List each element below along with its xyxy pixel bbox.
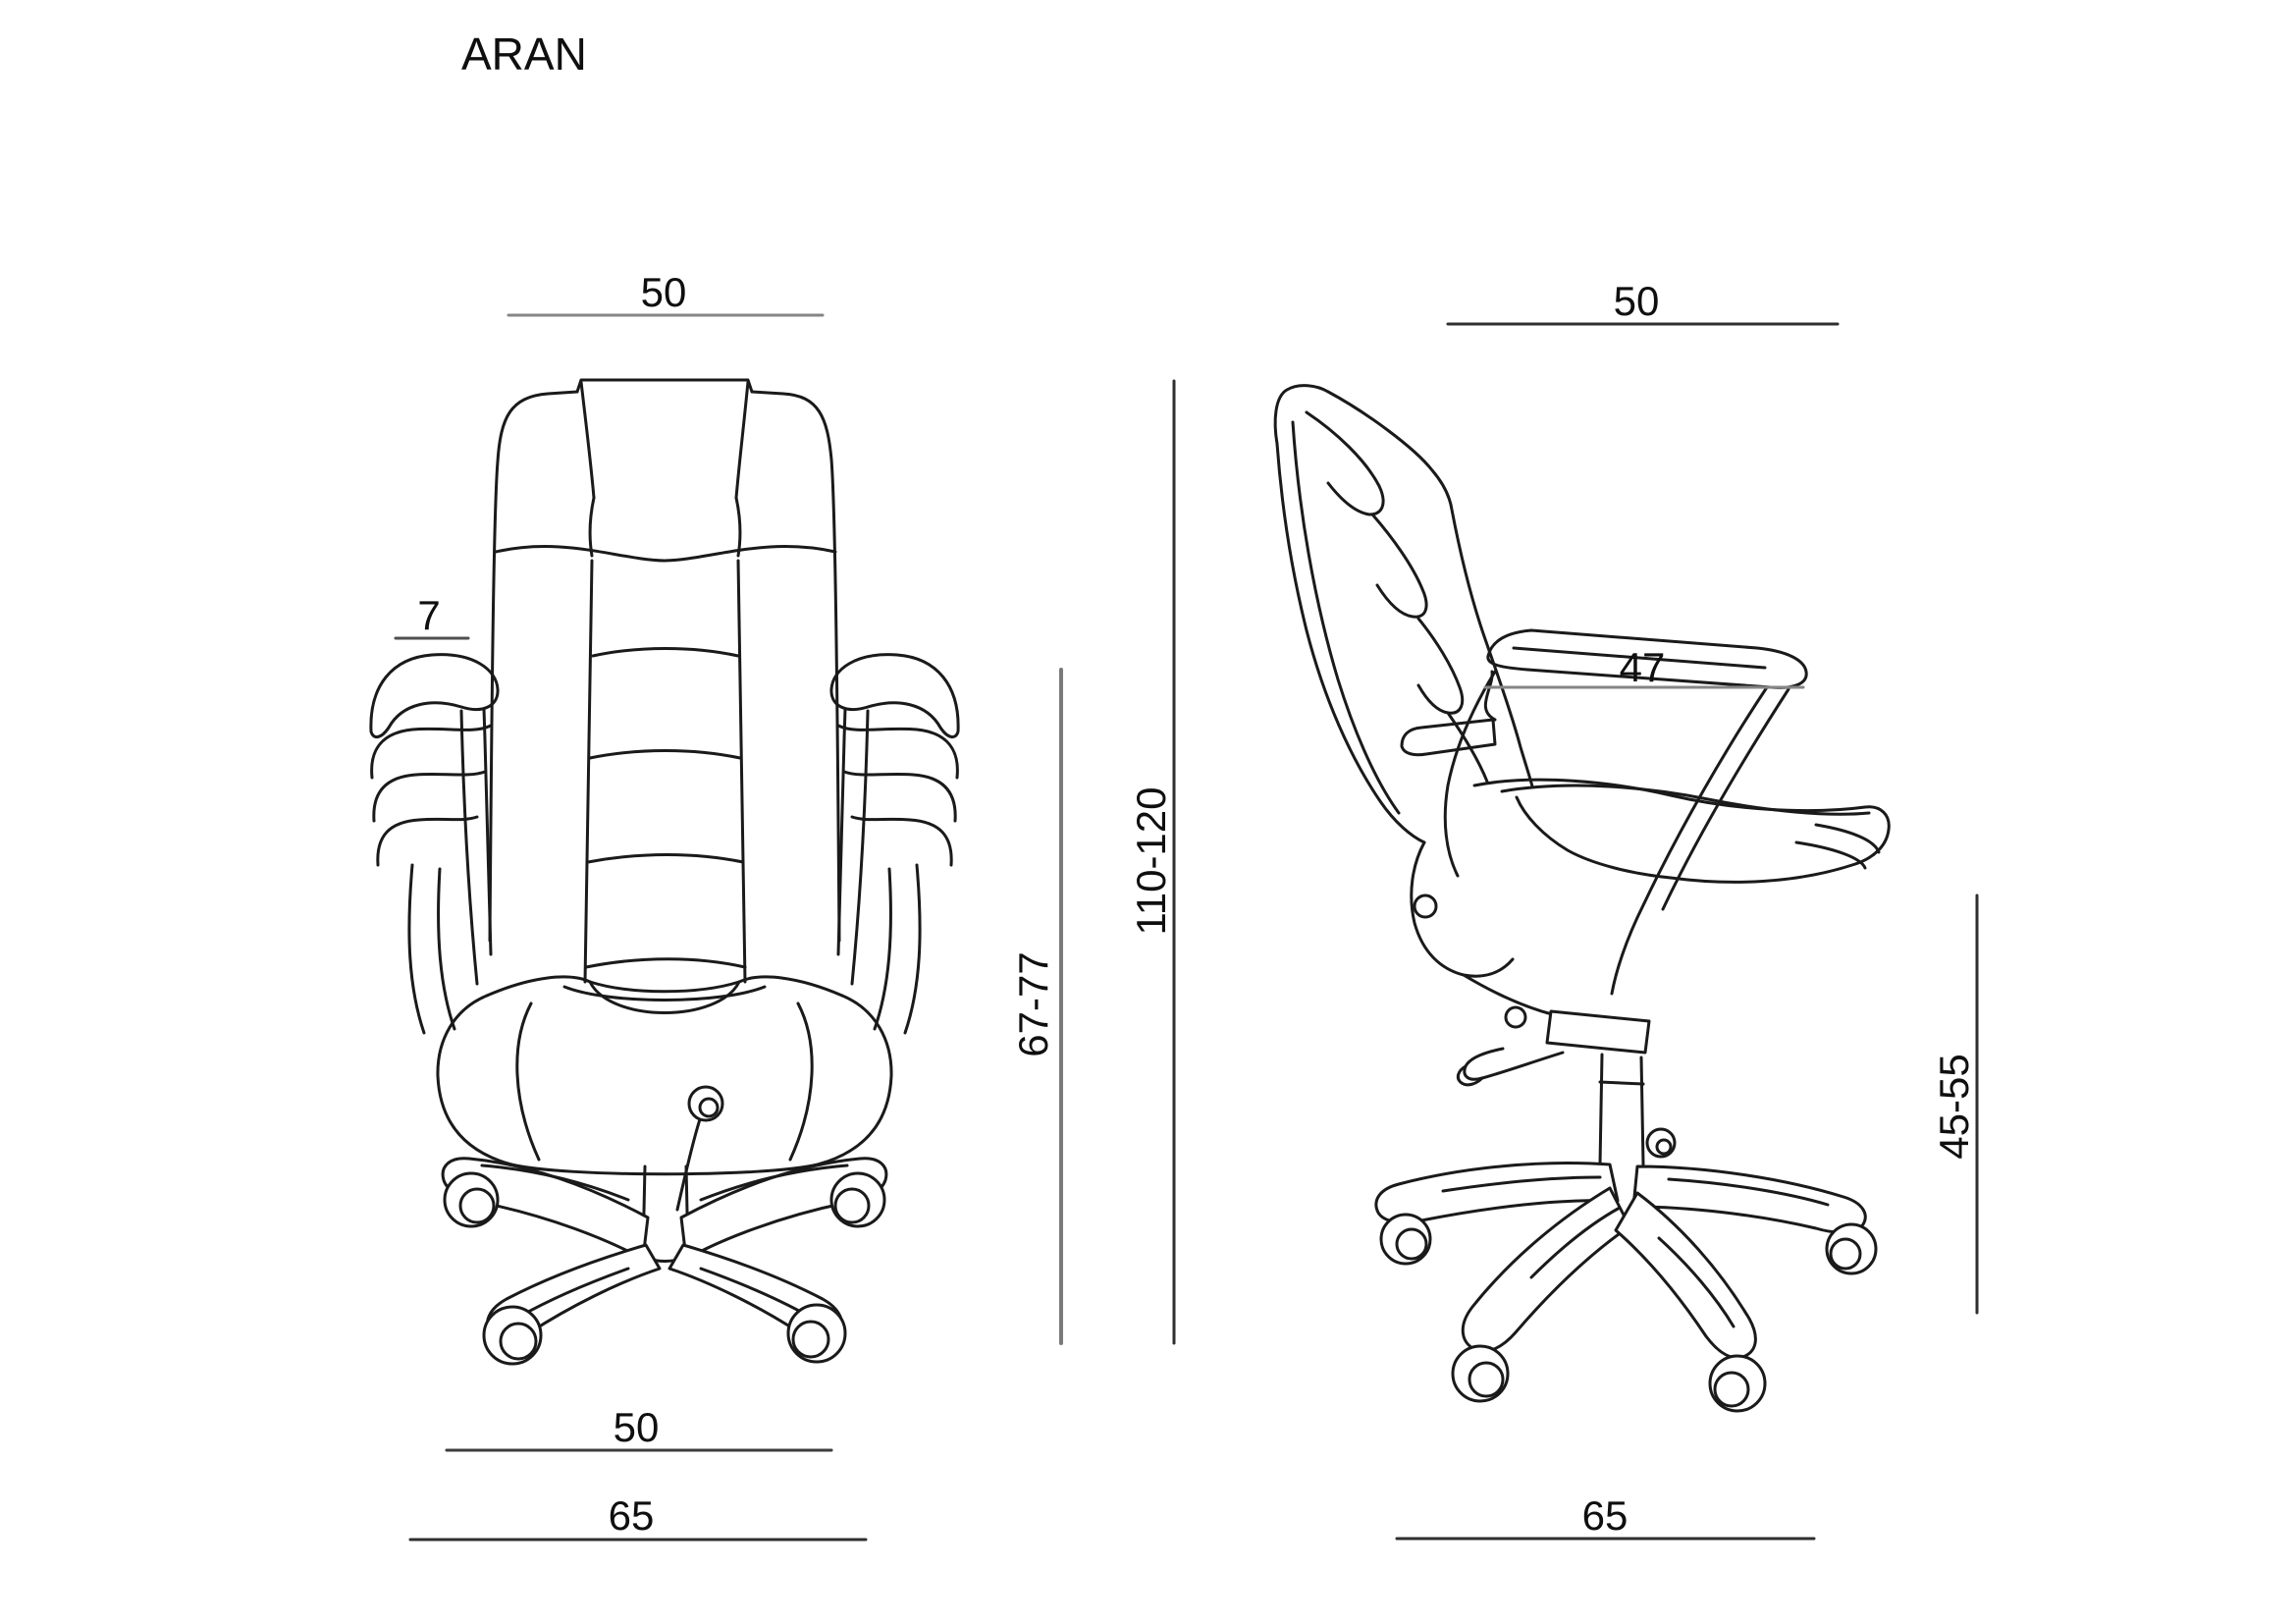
dim-label-front-base-width: 65	[608, 1492, 655, 1539]
front-view-drawing	[371, 380, 958, 1364]
side-view-drawing	[1275, 386, 1889, 1411]
dim-label-side-top-width: 50	[1613, 278, 1660, 324]
dim-label-seat-width: 50	[613, 1404, 660, 1450]
dim-label-side-base-depth: 65	[1581, 1492, 1629, 1539]
dim-label-front-top-width: 50	[640, 269, 687, 315]
dim-label-armrest-thickness: 7	[417, 592, 441, 638]
dim-label-total-height: 110-120	[1128, 786, 1174, 936]
dim-label-seat-depth: 47	[1619, 644, 1666, 690]
dim-label-armrest-height: 67-77	[1010, 951, 1056, 1057]
dim-label-seat-height: 45-55	[1931, 1054, 1977, 1160]
product-title: ARAN	[461, 28, 587, 80]
